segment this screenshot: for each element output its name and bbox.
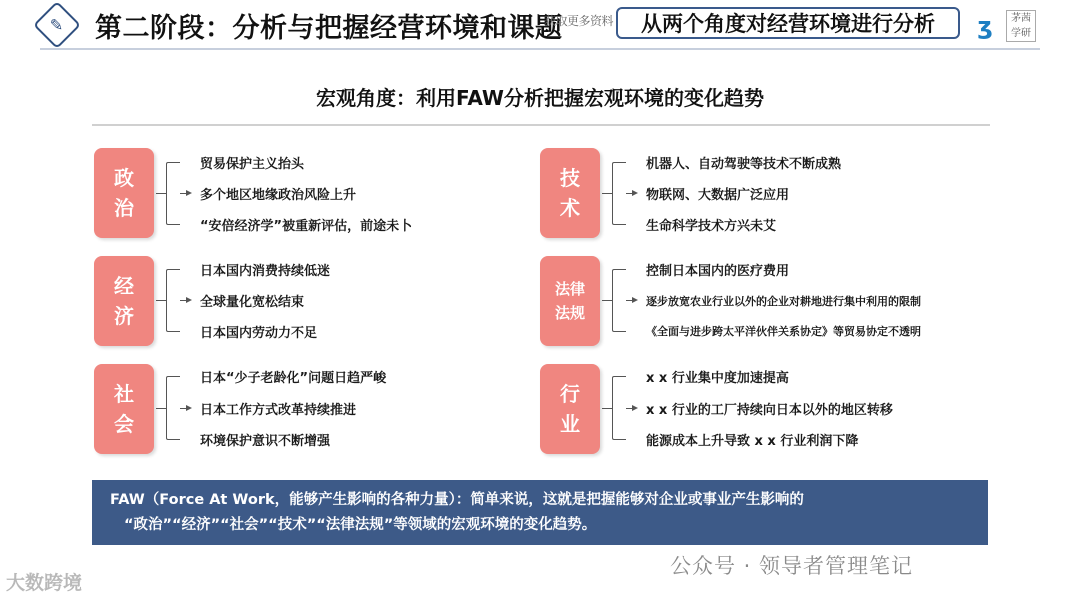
arrow-icon [626, 408, 636, 409]
category-technology: 技 术 [540, 148, 600, 238]
list-item: 贸易保护主义抬头 [200, 157, 305, 172]
list-item: 日本“少子老龄化”问题日趋严峻 [200, 371, 387, 386]
brand-text: 茅茜 学研 [1006, 10, 1036, 42]
connector [156, 300, 166, 301]
page-title: 第二阶段：分析与把握经营环境和课题 [95, 13, 563, 44]
category-society: 社 会 [94, 364, 154, 454]
bracket [166, 269, 180, 332]
bracket [166, 162, 180, 225]
list-item: 《全面与进步跨太平洋伙伴关系协定》等贸易协定不透明 [646, 325, 921, 338]
list-item: 日本工作方式改革持续推进 [200, 403, 357, 418]
category-law: 法律 法规 [540, 256, 600, 346]
connector [602, 408, 612, 409]
subtitle-box: 从两个角度对经营环境进行分析 [616, 7, 960, 39]
list-item: 机器人、自动驾驶等技术不断成熟 [646, 157, 842, 172]
arrow-icon [626, 193, 636, 194]
list-item: x x 行业的工厂持续向日本以外的地区转移 [646, 403, 893, 418]
arrow-icon [180, 408, 190, 409]
faw-note-line-2: “政治”“经济”“社会”“技术”“法律法规”等领域的宏观环境的变化趋势。 [124, 517, 597, 533]
category-politics: 政 治 [94, 148, 154, 238]
list-item: x x 行业集中度加速提高 [646, 371, 789, 386]
connector [156, 193, 166, 194]
bracket [166, 376, 180, 440]
list-item: 日本国内消费持续低迷 [200, 264, 331, 279]
list-item: “安倍经济学”被重新评估，前途未卜 [200, 219, 413, 234]
list-item: 能源成本上升导致 x x 行业利润下降 [646, 434, 859, 449]
bracket [612, 162, 626, 225]
arrow-icon [626, 300, 636, 301]
bracket [612, 376, 626, 440]
list-item: 逐步放宽农业行业以外的企业对耕地进行集中利用的限制 [646, 295, 921, 308]
arrow-icon [180, 300, 190, 301]
list-item: 多个地区地缘政治风险上升 [200, 188, 357, 203]
bottom-right-watermark: 公众号 · 领导者管理笔记 [670, 554, 914, 578]
list-item: 环境保护意识不断增强 [200, 434, 331, 449]
header-divider [40, 48, 1040, 50]
faw-note-box [92, 480, 988, 545]
section-divider [92, 124, 990, 126]
arrow-icon [180, 193, 190, 194]
list-item: 日本国内劳动力不足 [200, 326, 318, 341]
section-heading: 宏观角度：利用FAW分析把握宏观环境的变化趋势 [315, 86, 764, 110]
category-industry: 行 业 [540, 364, 600, 454]
bottom-left-watermark: 大数跨境 [6, 572, 83, 594]
connector [602, 193, 612, 194]
top-watermark: 获取更多资料 [544, 14, 614, 28]
list-item: 物联网、大数据广泛应用 [646, 188, 790, 203]
connector [602, 300, 612, 301]
category-economy: 经 济 [94, 256, 154, 346]
list-item: 控制日本国内的医疗费用 [646, 264, 790, 279]
bracket [612, 269, 626, 332]
connector [156, 408, 166, 409]
pencil-logo-icon: ✎ [33, 1, 81, 49]
brand-logo-icon: ʒ [977, 12, 993, 40]
faw-note-line-1: FAW（Force At Work，能够产生影响的各种力量）：简单来说，这就是把握能够对企业或事业产生影响的 [110, 492, 804, 508]
list-item: 全球量化宽松结束 [200, 295, 305, 310]
list-item: 生命科学技术方兴未艾 [646, 219, 777, 234]
